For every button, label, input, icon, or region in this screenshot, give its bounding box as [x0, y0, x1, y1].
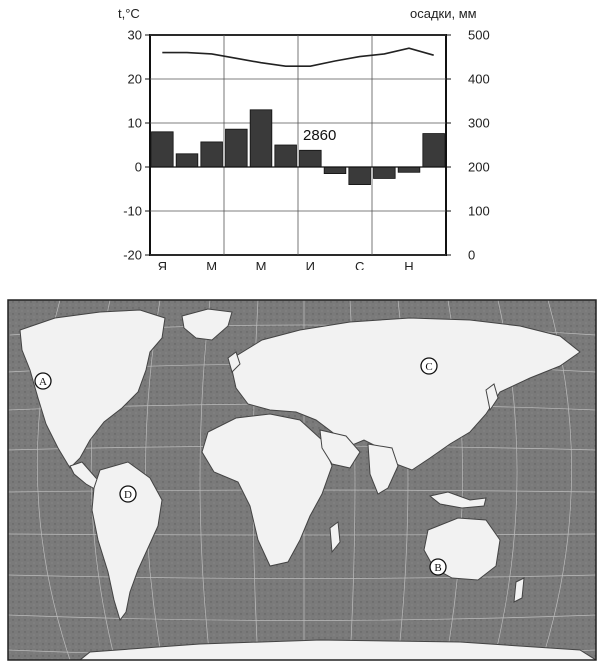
- precipitation-tick-label: 500: [468, 27, 490, 43]
- month-label: И: [305, 259, 316, 270]
- temperature-tick-label: -20: [123, 247, 142, 263]
- total-precipitation: 2860: [303, 127, 337, 144]
- precipitation-tick-label: 100: [468, 203, 490, 219]
- temperature-tick-label: 30: [127, 27, 142, 43]
- precipitation-tick-label: 200: [468, 159, 490, 175]
- precipitation-axis-title: осадки, мм: [410, 6, 477, 21]
- month-label: Н: [404, 259, 414, 270]
- marker-label: A: [39, 376, 47, 388]
- precipitation-tick-label: 400: [468, 71, 490, 87]
- temperature-axis-title: t,°C: [118, 6, 140, 21]
- map-marker-a: [35, 373, 51, 389]
- marker-label: B: [434, 562, 442, 574]
- map-marker-d: [120, 486, 136, 502]
- temperature-tick-label: -10: [123, 203, 142, 219]
- marker-label: D: [124, 489, 132, 501]
- temperature-tick-label: 20: [127, 71, 142, 87]
- precipitation-tick-label: 0: [468, 247, 476, 263]
- month-label: С: [354, 259, 365, 270]
- map-marker-b: [430, 559, 446, 575]
- month-label: М: [255, 259, 267, 270]
- marker-label: C: [425, 361, 433, 373]
- temperature-tick-label: 0: [134, 159, 142, 175]
- temperature-tick-label: 10: [127, 115, 142, 131]
- month-label: Я: [157, 259, 168, 270]
- map-marker-c: [421, 358, 437, 374]
- precipitation-tick-label: 300: [468, 115, 490, 131]
- month-label: М: [206, 259, 218, 270]
